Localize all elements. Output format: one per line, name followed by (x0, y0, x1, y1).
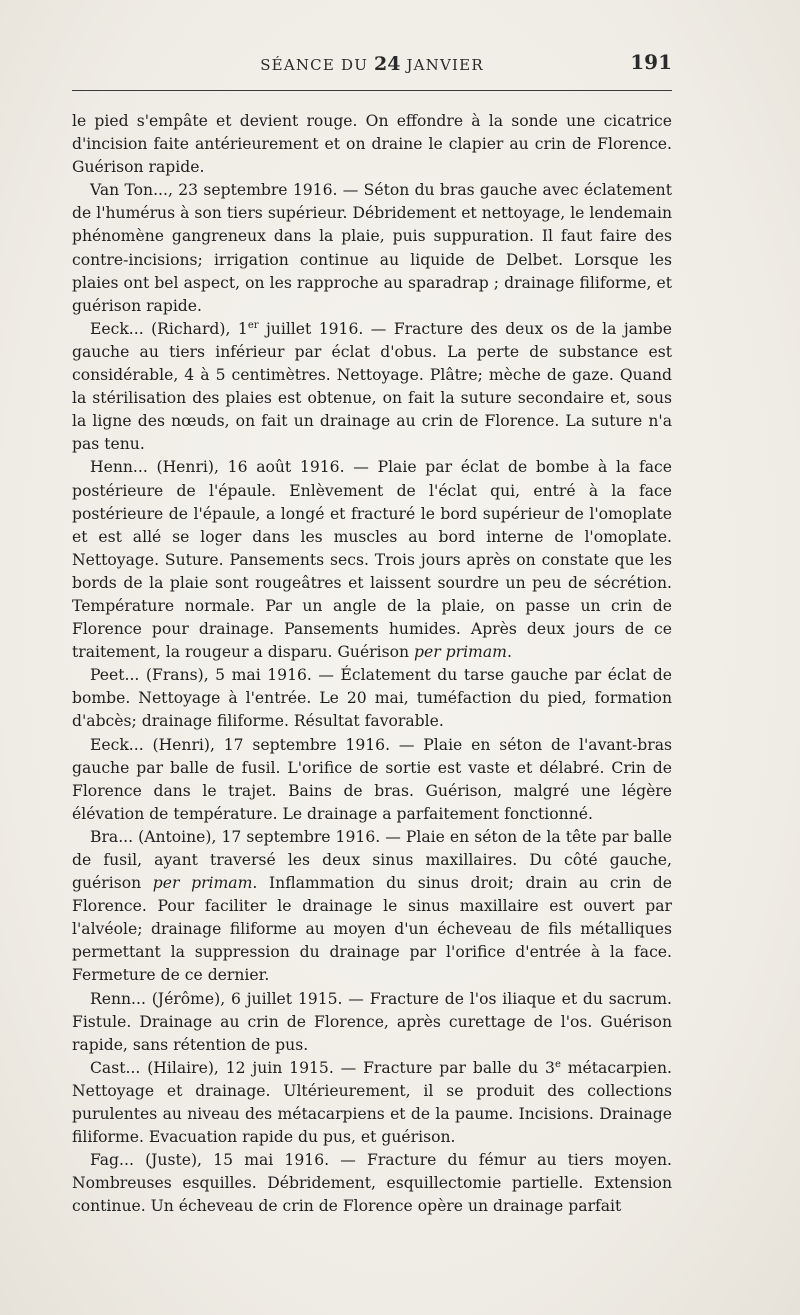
case-text: — Plaie par éclat de bombe à la face postérieure de l'épaule. Enlèvement de l'éclat qui, entré à la face postérieure de l'épaule, a longé et fracturé le bord supérieur de l'omoplate et est allé se loger dans les muscles au bord interne de l'omoplate. Nettoyage. Suture. Pansements secs. Trois jours après on constate que les bords de la plaie sont rougeâtres et laissent sourdre un peu de sécrétion. Température normale. Par un angle de la plaie, on passe un crin de Florence pour drainage. Pansements humides. Après deux jours de ce traitement, la rougeur a disparu. Guérison (72, 458, 672, 662)
case-text-a: — Plaie en séton de la tête par balle de fusil, ayant traversé les deux sinus maxillaires. Du côté gauche, guérison (72, 827, 672, 893)
case-text-b: . Inflammation du sinus droit; drain au crin de Florence. Pour faciliter le drainage le sinus maxillaire est ouvert par l'alvéole; drainage filiforme au moyen d'un écheveau de fils métalliques permettant la suppression du drainage par l'orifice d'entrée à la face. Fermeture de ce dernier. (72, 874, 672, 985)
case-italic: per primam (152, 874, 253, 893)
case-text: — Plaie en séton de l'avant-bras gauche par balle de fusil. L'orifice de sortie est vaste et délabré. Crin de Florence dans le trajet. Bains de bras. Guérison, malgré une légère élévation de température. Le drainage a parfaitement fonctionné. (72, 735, 672, 823)
header-rule (72, 90, 672, 91)
case-lead: Peet... (Frans), 5 mai 1916. (90, 666, 312, 685)
case-text-a: — Fracture par balle du 3 (333, 1058, 555, 1077)
ordinal-superscript: e (554, 1058, 561, 1070)
case-lead-b: juillet 1916. (258, 319, 364, 338)
case-lead: Bra... (Antoine), 17 septembre 1916. (90, 827, 381, 846)
case-cast-hilaire (72, 1057, 672, 1149)
case-text: — Séton du bras gauche avec éclatement de l'humérus à son tiers supérieur. Débridement et nettoyage, le lendemain phénomène gangreneux dans la plaie, puis suppuration. Il faut faire des contre-incisions; irrigation continue au liquide de Delbet. Lorsque les plaies ont bel aspect, on les rapproche au sparadrap ; drainage filiforme, et guérison rapide. (72, 181, 672, 315)
running-head (72, 50, 672, 76)
case-italic: per primam (414, 643, 507, 662)
case-renn-jerome (72, 988, 672, 1057)
case-text-b: métacarpien. Nettoyage et drainage. Ultérieurement, il se produit des collections purulentes au niveau des métacarpiens et de la paume. Incisions. Drainage filiforme. Evacuation rapide du pus, et guérison. (72, 1058, 672, 1147)
case-lead: Fag... (Juste), 15 mai 1916. (90, 1151, 330, 1170)
case-peet-frans (72, 664, 672, 733)
case-lead: Van Ton..., 23 septembre 1916. (90, 181, 338, 200)
case-lead (90, 320, 363, 338)
case-lead: Renn... (Jérôme), 6 juillet 1915. (90, 989, 343, 1008)
case-lead-a: Eeck... (Richard), 1 (90, 319, 248, 338)
case-eeck-richard (72, 318, 672, 457)
case-eeck-henri (72, 734, 672, 826)
case-fag-juste (72, 1149, 672, 1218)
case-lead: Cast... (Hilaire), 12 juin 1915. (90, 1058, 334, 1077)
title-prefix: SÉANCE DU (260, 56, 369, 74)
case-text: — Fracture des deux os de la jambe gauche au tiers inférieur par éclat d'obus. La perte de substance est considérable, 4 à 5 centimètres. Nettoyage. Plâtre; mèche de gaze. Quand la stérilisation des plaies est obtenue, on fait la suture secondaire et, sous la ligne des nœuds, on fait un drainage au crin de Florence. La suture n'a pas tenu. (72, 319, 672, 454)
case-van-ton (72, 179, 672, 318)
paragraph-text: le pied s'empâte et devient rouge. On effondre à la sonde une cicatrice d'incision faite antérieurement et on draine le clapier au crin de Florence. Guérison rapide. (72, 112, 672, 177)
case-lead: Eeck... (Henri), 17 septembre 1916. (90, 735, 391, 754)
case-henn-henri (72, 456, 672, 664)
running-title (72, 53, 672, 75)
title-month: JANVIER (406, 56, 484, 74)
case-text: — Fracture de l'os iliaque et du sacrum. Fistule. Drainage au crin de Florence, après curettage de l'os. Guérison rapide, sans rétention de pus. (72, 989, 672, 1054)
page-number: 191 (630, 50, 672, 74)
paragraph-continuation (72, 110, 672, 179)
case-bra-antoine (72, 826, 672, 988)
case-text: — Fracture du fémur au tiers moyen. Nombreuses esquilles. Débridement, esquillectomie partielle. Extension continue. Un écheveau de crin de Florence opère un drainage parfait (72, 1151, 672, 1216)
title-day: 24 (374, 53, 401, 75)
case-text: — Éclatement du tarse gauche par éclat de bombe. Nettoyage à l'entrée. Le 20 mai, tuméfaction du pied, formation d'abcès; drainage filiforme. Résultat favorable. (72, 666, 672, 731)
case-tail: . (506, 643, 512, 662)
case-lead: Henn... (Henri), 16 août 1916. (90, 458, 345, 477)
ordinal-superscript: er (247, 319, 259, 331)
body-text (72, 110, 672, 1219)
